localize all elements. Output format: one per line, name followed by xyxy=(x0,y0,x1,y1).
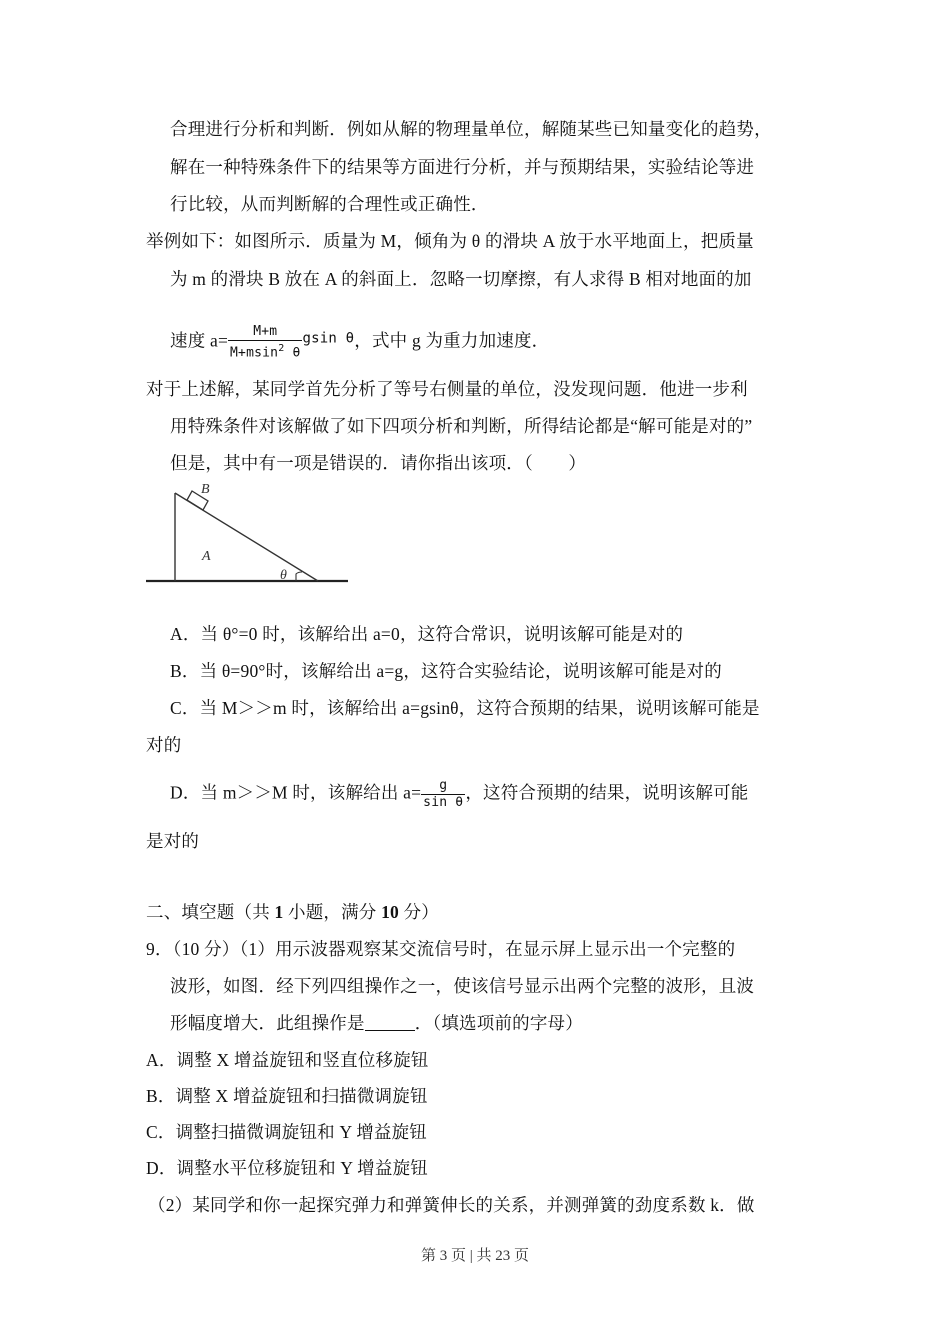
q9-option-c: C．调整扫描微调旋钮和 Y 增益旋钮 xyxy=(146,1122,428,1142)
analysis-line-1: 对于上述解，某同学首先分析了等号右侧量的单位，没发现问题．他进一步利 xyxy=(146,379,748,399)
option-d-prefix: D．当 m＞＞M 时，该解给出 a= xyxy=(170,782,422,803)
analysis-line-2: 用特殊条件对该解做了如下四项分析和判断，所得结论都是“解可能是对的” xyxy=(170,416,753,436)
q9-line-1: 9．（10 分）（1）用示波器观察某交流信号时，在显示屏上显示出一个完整的 xyxy=(146,939,736,959)
heading-count: 1 xyxy=(274,902,284,922)
analysis-line-3: 但是，其中有一项是错误的．请你指出该项．（ ） xyxy=(170,453,587,473)
q9-line-3-text: 形幅度增大．此组操作是 xyxy=(170,1013,365,1033)
label-wedge-a: A xyxy=(202,549,211,564)
option-d-formula xyxy=(421,778,465,811)
heading-text-mid: 小题，满分 xyxy=(283,902,382,922)
label-angle-theta: θ xyxy=(280,568,287,583)
wedge-diagram xyxy=(146,484,350,586)
formula-denominator xyxy=(228,340,302,361)
q9-option-a: A．调整 X 增益旋钮和竖直位移旋钮 xyxy=(146,1050,429,1070)
option-a: A．当 θ°=0 时，该解给出 a=0，这符合常识，说明该解可能是对的 xyxy=(170,624,684,644)
example-line-2: 为 m 的滑块 B 放在 A 的斜面上．忽略一切摩擦，有人求得 B 相对地面的加 xyxy=(170,269,752,289)
q9-line-2: 波形，如图．经下列四组操作之一，使该信号显示出两个完整的波形，且波 xyxy=(170,976,755,996)
option-c-line-2: 对的 xyxy=(146,735,182,755)
heading-score: 10 xyxy=(381,902,399,922)
formula-den-exponent: 2 xyxy=(278,343,285,354)
option-b: B．当 θ=90°时，该解给出 a=g，这符合实验结论，说明该解可能是对的 xyxy=(170,661,722,681)
q9-part-2: （2）某同学和你一起探究弹力和弹簧伸长的关系，并测弹簧的劲度系数 k．做 xyxy=(148,1195,755,1215)
page-footer: 第 3 页 | 共 23 页 xyxy=(420,1248,529,1264)
section-2-heading xyxy=(146,900,439,924)
option-c-line-1: C．当 M＞＞m 时，该解给出 a=gsinθ，这符合预期的结果，说明该解可能是 xyxy=(170,698,760,718)
option-d-line-1 xyxy=(170,778,749,811)
option-d-numerator: g xyxy=(439,778,448,793)
formula-den-theta: θ xyxy=(284,345,301,361)
q9-line-3 xyxy=(170,1011,583,1035)
heading-text-end: 分） xyxy=(399,902,439,922)
formula-explanation: ，式中 g 为重力加速度． xyxy=(354,330,550,351)
acceleration-formula xyxy=(228,324,302,361)
option-d-suffix: ，这符合预期的结果，说明该解可能 xyxy=(465,782,749,803)
intro-line-1: 合理进行分析和判断．例如从解的物理量单位，解随某些已知量变化的趋势， xyxy=(170,119,772,139)
intro-line-2: 解在一种特殊条件下的结果等方面进行分析，并与预期结果，实验结论等进 xyxy=(170,157,755,177)
formula-numerator: M+m xyxy=(253,324,278,339)
example-line-3 xyxy=(170,324,549,361)
formula-den-text: M+msin xyxy=(230,345,279,361)
q9-line-3-hint: ．（填选项前的字母） xyxy=(414,1013,583,1033)
answer-blank[interactable] xyxy=(365,1012,415,1031)
heading-text: 二、填空题（共 xyxy=(146,902,275,922)
label-block-b: B xyxy=(201,484,210,497)
option-d-denominator: sin θ xyxy=(423,795,464,810)
formula-gsin: gsin θ xyxy=(302,330,355,347)
q9-option-b: B．调整 X 增益旋钮和扫描微调旋钮 xyxy=(146,1086,428,1106)
option-d-line-2: 是对的 xyxy=(146,831,200,851)
speed-label: 速度 a= xyxy=(170,330,229,351)
intro-line-3: 行比较，从而判断解的合理性或正确性． xyxy=(170,194,489,214)
example-line-1: 举例如下：如图所示．质量为 M，倾角为 θ 的滑块 A 放于水平地面上，把质量 xyxy=(146,231,754,251)
q9-option-d: D．调整水平位移旋钮和 Y 增益旋钮 xyxy=(146,1158,428,1178)
